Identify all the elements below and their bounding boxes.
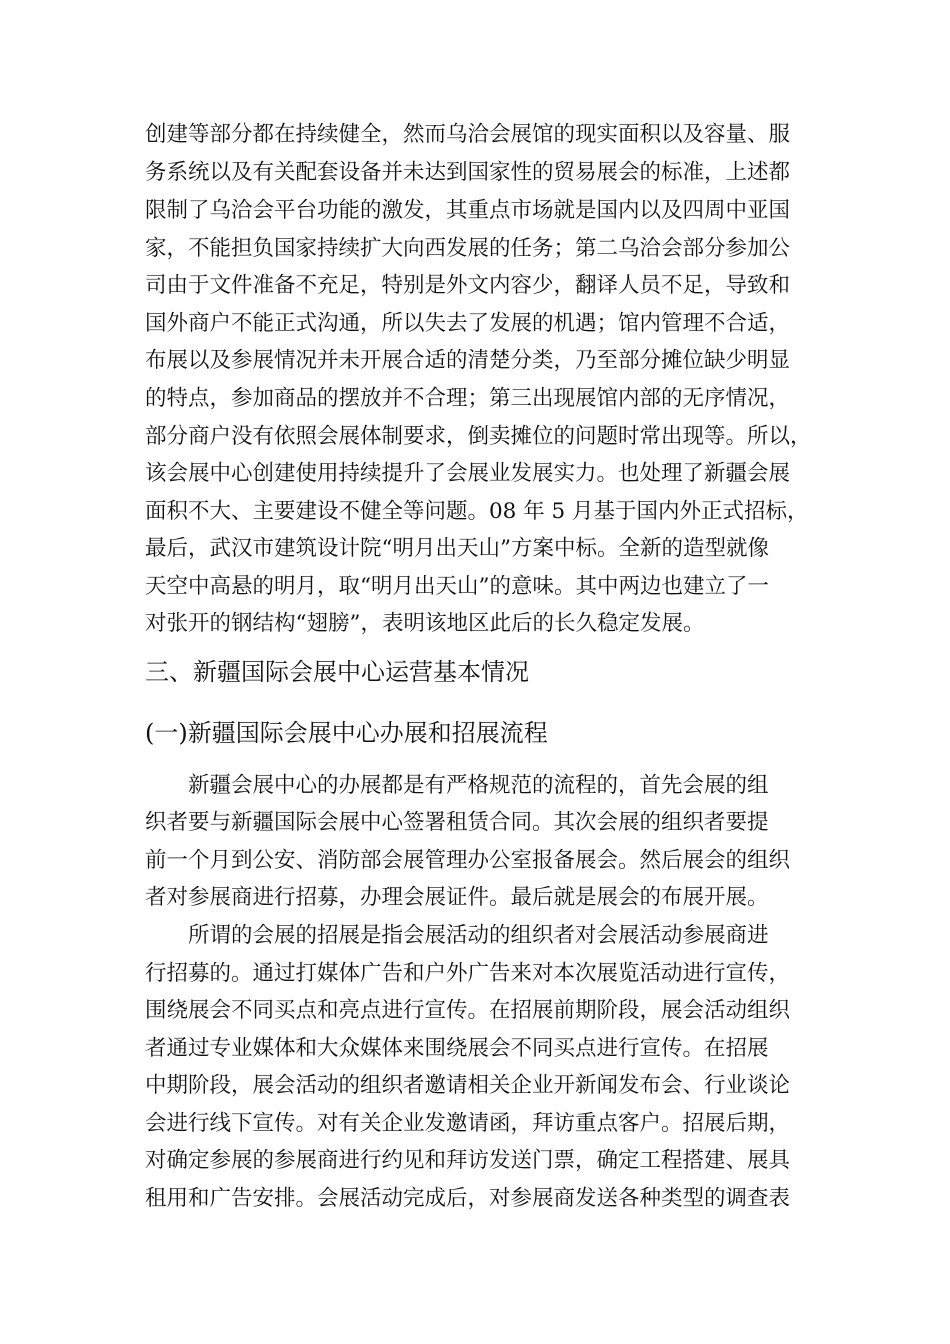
text-line: 司由于文件准备不充足，特别是外文内容少，翻译人员不足，导致和	[145, 273, 791, 298]
text-line: 者通过专业媒体和大众媒体来围绕展会不同买点进行宣传。在招展	[145, 1036, 769, 1061]
text-line: 者对参展商进行招募，办理会展证件。最后就是展会的布展开展。	[145, 885, 769, 910]
text-line: 限制了乌洽会平台功能的激发，其重点市场就是国内以及四周中亚国	[145, 198, 791, 223]
text-line: 前一个月到公安、消防部会展管理办公室报备展会。然后展会的组织	[145, 848, 791, 873]
text-line: 天空中高悬的明月，取“明月出天山”的意味。其中两边也建立了一	[145, 574, 769, 599]
text-line: 织者要与新疆国际会展中心签署租赁合同。其次会展的组织者要提	[145, 810, 769, 835]
text-line: 国外商户不能正式沟通，所以失去了发展的机遇；馆内管理不合适，	[145, 311, 791, 336]
text-line: 围绕展会不同买点和亮点进行宣传。在招展前期阶段，展会活动组织	[145, 998, 791, 1023]
text-line: 中期阶段，展会活动的组织者邀请相关企业开新闻发布会、行业谈论	[145, 1073, 791, 1098]
text-line: 的特点，参加商品的摆放并不合理；第三出现展馆内部的无序情况，	[145, 386, 791, 411]
section-heading: 三、新疆国际会展中心运营基本情况	[145, 658, 529, 686]
subsection-heading: (一)新疆国际会展中心办展和招展流程	[145, 719, 548, 747]
text-line: 创建等部分都在持续健全，然而乌洽会展馆的现实面积以及容量、服	[145, 122, 791, 147]
text-line: 租用和广告安排。会展活动完成后，对参展商发送各种类型的调查表	[145, 1186, 791, 1211]
text-line: 对张开的钢结构“翅膀”，表明该地区此后的长久稳定发展。	[145, 611, 705, 636]
text-line: 家，不能担负国家持续扩大向西发展的任务；第二乌洽会部分参加公	[145, 236, 791, 261]
text-line: 新疆会展中心的办展都是有严格规范的流程的，首先会展的组	[188, 773, 769, 798]
text-line: 部分商户没有依照会展体制要求，倒卖摊位的问题时常出现等。所以，	[145, 424, 812, 449]
text-line: 会进行线下宣传。对有关企业发邀请函，拜访重点客户。招展后期，	[145, 1111, 791, 1136]
text-line: 对确定参展的参展商进行约见和拜访发送门票，确定工程搭建、展具	[145, 1148, 791, 1173]
text-line: 务系统以及有关配套设备并未达到国家性的贸易展会的标准，上述都	[145, 160, 791, 185]
text-line: 所谓的会展的招展是指会展活动的组织者对会展活动参展商进	[188, 923, 769, 948]
text-line: 面积不大、主要建设不健全等问题。08 年 5 月基于国内外正式招标，	[145, 499, 809, 524]
text-line: 布展以及参展情况并未开展合适的清楚分类，乃至部分摊位缺少明显	[145, 348, 791, 373]
text-line: 行招募的。通过打媒体广告和户外广告来对本次展览活动进行宣传，	[145, 961, 791, 986]
text-line: 最后，武汉市建筑设计院“明月出天山”方案中标。全新的造型就像	[145, 536, 769, 561]
text-line: 该会展中心创建使用持续提升了会展业发展实力。也处理了新疆会展	[145, 461, 791, 486]
